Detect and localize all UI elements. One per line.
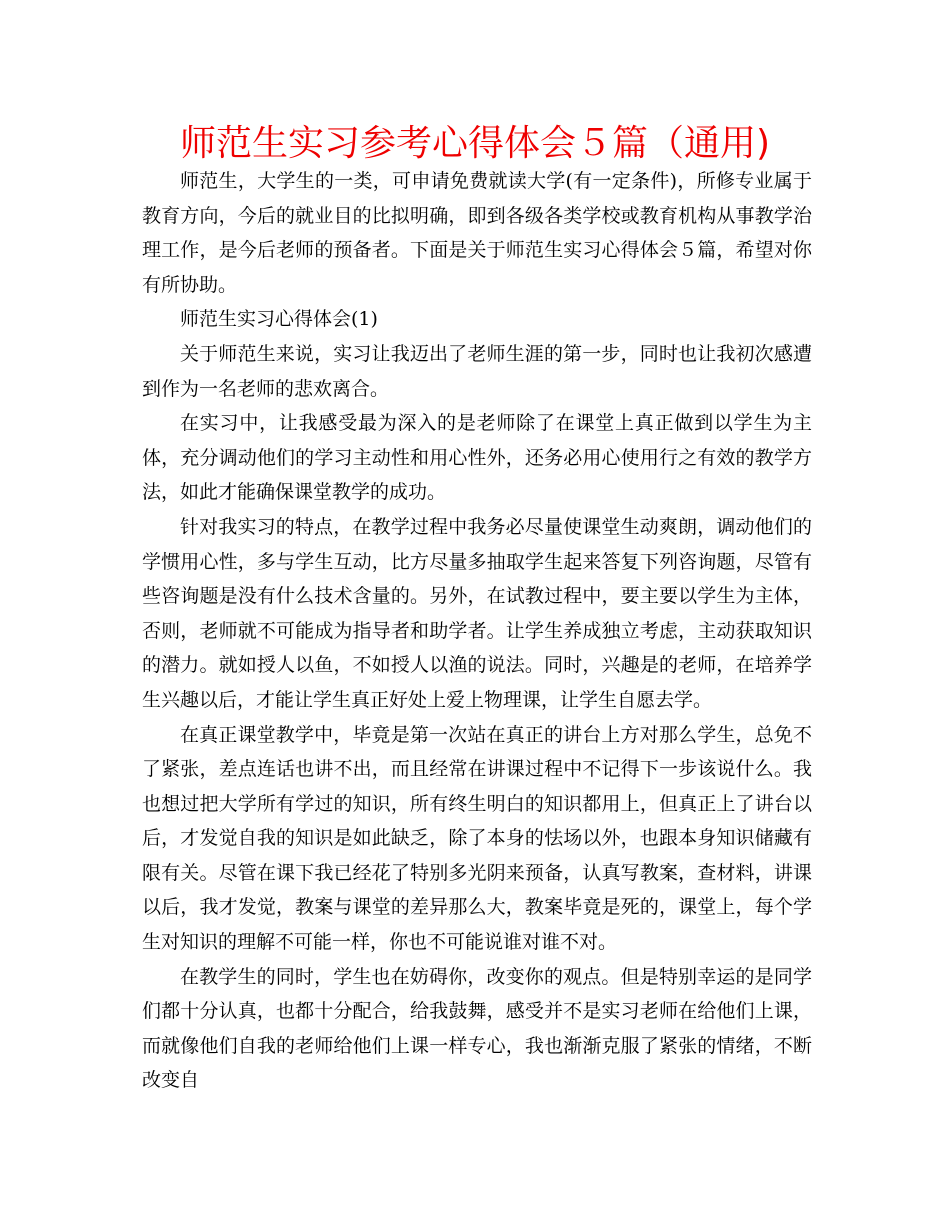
body-paragraph: 在实习中，让我感受最为深入的是老师除了在课堂上真正做到以学生为主体，充分调动他们的学习主动性和用心性外，还务必用心使用行之有效的教学方法，如此才能确保课堂教学的成功。 [142, 412, 812, 504]
body-paragraph: 针对我实习的特点，在教学过程中我务必尽量使课堂生动爽朗，调动他们的学惯用心性，多与学生互动，比方尽量多抽取学生起来答复下列咨询题，尽管有些咨询题是没有什么技术含量的。另外，在试教过程中，要主要以学生为主体，否则，老师就不可能成为指导者和助学者。让学生养成独立考虑，主动获取知识的潜力。就如授人以鱼，不如授人以渔的说法。同时，兴趣是的老师，在培养学生兴趣以后，才能让学生真正好处上爱上物理课，让学生自愿去学。 [142, 515, 812, 711]
body-paragraph: 在真正课堂教学中，毕竟是第一次站在真正的讲台上方对那么学生，总免不了紧张，差点连话也讲不出，而且经常在讲课过程中不记得下一步该说什么。我也想过把大学所有学过的知识，所有终生明白的知识都用上，但真正上了讲台以后，才发觉自我的知识是如此缺乏，除了本身的怯场以外，也跟本身知识储藏有限有关。尽管在课下我已经花了特别多光阴来预备，认真写教案，查材料，讲课以后，我才发觉，教案与课堂的差异那么大，教案毕竟是死的，课堂上，每个学生对知识的理解不可能一样，你也不可能说谁对谁不对。 [142, 723, 812, 954]
document-body [142, 164, 812, 1098]
intro-paragraph: 师范生，大学生的一类，可申请免费就读大学(有一定条件)，所修专业属于教育方向，今后的就业目的比拟明确，即到各级各类学校或教育机构从事教学治理工作，是今后老师的预备者。下面是关于师范生实习心得体会５篇，希望对你有所协助。 [142, 170, 812, 296]
section-heading: 师范生实习心得体会(1) [180, 308, 378, 331]
body-paragraph: 关于师范生来说，实习让我迈出了老师生涯的第一步，同时也让我初次感遭到作为一名老师的悲欢离合。 [142, 342, 812, 400]
document-title: 师范生实习参考心得体会５篇（通用) [179, 123, 771, 164]
body-paragraph: 在教学生的同时，学生也在妨碍你，改变你的观点。但是特别幸运的是同学们都十分认真，也都十分配合，给我鼓舞，感受并不是实习老师在给他们上课，而就像他们自我的老师给他们上课一样专心，我也渐渐克服了紧张的情绪，不断改变自 [142, 965, 812, 1092]
